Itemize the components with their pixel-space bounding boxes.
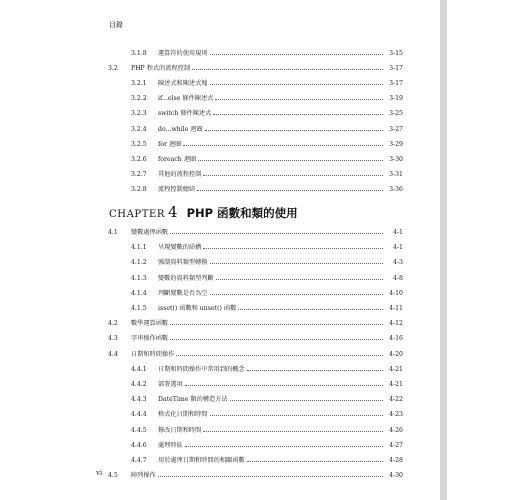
toc-entry-number: 3.2.8 bbox=[131, 185, 147, 193]
toc-entry bbox=[0, 63, 520, 74]
dot-leader bbox=[185, 385, 383, 386]
dot-leader bbox=[170, 339, 383, 340]
toc-entry bbox=[0, 184, 520, 195]
toc-entry-page: 4-27 bbox=[389, 441, 403, 449]
toc-entry-page: 4-1 bbox=[393, 229, 403, 236]
toc-entry-number: 4.4.3 bbox=[131, 396, 147, 404]
toc-entry-page: 3-29 bbox=[389, 140, 403, 148]
toc-entry bbox=[0, 288, 520, 299]
toc-entry bbox=[0, 318, 520, 329]
dot-leader bbox=[205, 130, 383, 131]
toc-entry-page: 3-15 bbox=[389, 50, 403, 57]
toc-entry bbox=[0, 273, 520, 284]
dot-leader bbox=[247, 370, 383, 371]
toc-entry bbox=[0, 409, 520, 420]
dot-leader bbox=[210, 263, 384, 264]
dot-leader bbox=[215, 99, 383, 100]
toc-entry-title: 陣列操作 bbox=[131, 472, 156, 480]
toc-entry-number: 4.1.3 bbox=[131, 274, 147, 282]
toc-entry bbox=[0, 78, 520, 89]
toc-entry bbox=[0, 394, 520, 405]
chapter-label: CHAPTER bbox=[109, 209, 166, 220]
toc-entry-page: 4-23 bbox=[389, 411, 403, 419]
toc-entry-number: 4.4 bbox=[108, 350, 118, 358]
toc-entry-page: 4-21 bbox=[389, 365, 403, 373]
toc-entry-number: 4.3 bbox=[108, 335, 118, 343]
toc-entry-title: 字串操作函數 bbox=[131, 335, 169, 343]
toc-entry bbox=[0, 425, 520, 436]
toc-entry-page: 3-25 bbox=[389, 110, 403, 118]
page-number: vi bbox=[96, 469, 103, 477]
dot-leader bbox=[203, 248, 383, 249]
toc-entry-title: DateTime 類的構造方法 bbox=[158, 396, 228, 404]
dot-leader bbox=[170, 324, 383, 325]
toc-entry bbox=[0, 349, 520, 360]
dot-leader bbox=[247, 461, 383, 462]
toc-entry-title: for 迴圈 bbox=[158, 140, 182, 148]
toc-entry-title: 流程控制總結 bbox=[158, 185, 196, 193]
toc-entry bbox=[0, 108, 520, 119]
toc-entry-number: 3.2.1 bbox=[131, 80, 147, 88]
toc-entry-title: isset() 函數和 unset() 函數 bbox=[158, 305, 237, 312]
dot-leader bbox=[170, 233, 383, 234]
chapter-heading bbox=[109, 203, 298, 221]
toc-entry-number: 3.1.8 bbox=[131, 50, 147, 57]
toc-entry-page: 3-30 bbox=[389, 155, 403, 163]
toc-entry-page: 4-26 bbox=[389, 426, 403, 434]
toc-entry-number: 4.4.4 bbox=[131, 411, 147, 419]
toc-entry-number: 4.4.7 bbox=[131, 457, 147, 464]
dot-leader bbox=[238, 309, 383, 310]
toc-entry-number: 4.4.6 bbox=[131, 441, 147, 449]
toc-entry-page: 3-36 bbox=[389, 185, 403, 193]
toc-entry-number: 3.2 bbox=[108, 65, 118, 73]
toc-entry-page: 4-30 bbox=[389, 472, 403, 480]
toc-entry-title: PHP 程式的流程控制 bbox=[131, 65, 191, 73]
dot-leader bbox=[192, 69, 383, 70]
toc-entry-title: 變數的資料類型判斷 bbox=[158, 274, 214, 282]
toc-entry-page: 4-8 bbox=[393, 274, 403, 282]
toc-entry-title: 修改日期和時間 bbox=[158, 426, 202, 434]
toc-entry-page: 4-20 bbox=[389, 350, 403, 358]
toc-entry-number: 4.1.5 bbox=[131, 305, 147, 312]
toc-entry bbox=[0, 139, 520, 150]
toc-entry-title: 格式化日期和時間 bbox=[158, 411, 208, 419]
toc-entry-title: if...else 條件陳述式 bbox=[158, 95, 214, 103]
toc-entry bbox=[0, 242, 520, 253]
toc-entry-title: switch 條件陳述式 bbox=[158, 110, 212, 118]
toc-entry-title: 處理時區 bbox=[158, 441, 183, 449]
toc-entry bbox=[0, 93, 520, 104]
toc-entry-number: 3.2.5 bbox=[131, 140, 147, 148]
toc-entry-number: 3.2.7 bbox=[131, 170, 147, 178]
dot-leader bbox=[158, 476, 383, 477]
toc-entry bbox=[0, 440, 520, 451]
toc-entry-number: 4.1.2 bbox=[131, 259, 147, 267]
toc-entry-page: 4-11 bbox=[389, 305, 403, 312]
toc-entry-title: 日期和時間操作中常用到的概念 bbox=[158, 365, 245, 373]
toc-entry bbox=[0, 364, 520, 375]
toc-entry-title: do...while 迴圈 bbox=[158, 125, 203, 133]
toc-entry-number: 3.2.4 bbox=[131, 125, 147, 133]
toc-entry-page: 4-12 bbox=[389, 320, 403, 328]
toc-entry-number: 4.2 bbox=[108, 320, 118, 328]
toc-entry-number: 4.1.4 bbox=[131, 289, 147, 297]
toc-entry-title: 運算符的使用規則 bbox=[158, 50, 208, 57]
toc-entry-page: 3-17 bbox=[389, 80, 403, 88]
toc-entry-number: 3.2.3 bbox=[131, 110, 147, 118]
toc-entry bbox=[0, 124, 520, 135]
toc-entry-number: 3.2.2 bbox=[131, 95, 147, 103]
toc-entry-page: 4-16 bbox=[389, 335, 403, 343]
dot-leader bbox=[183, 145, 383, 146]
toc-entry bbox=[0, 48, 520, 59]
dot-leader bbox=[203, 175, 383, 176]
toc-entry-title: 強制資料類型轉換 bbox=[158, 259, 208, 267]
toc-entry-title: 判斷變數是否為空 bbox=[158, 289, 208, 297]
toc-entry bbox=[0, 379, 520, 390]
toc-entry-page: 3-19 bbox=[389, 95, 403, 103]
toc-entry-title: 日期和時間操作 bbox=[131, 350, 175, 358]
dot-leader bbox=[210, 415, 384, 416]
toc-entry-number: 4.4.1 bbox=[131, 365, 147, 373]
dot-leader bbox=[213, 114, 383, 115]
toc-entry-page: 3-27 bbox=[389, 125, 403, 133]
dot-leader bbox=[210, 54, 384, 55]
toc-entry-title: 用於處理日期和時間的相關函數 bbox=[158, 457, 245, 464]
dot-leader bbox=[176, 355, 383, 356]
dot-leader bbox=[210, 84, 384, 85]
toc-entry-number: 4.1.1 bbox=[131, 244, 147, 252]
toc-entry bbox=[0, 227, 520, 238]
toc-entry-title: 部署選項 bbox=[158, 381, 183, 388]
dot-leader bbox=[198, 160, 383, 161]
toc-entry-page: 4-10 bbox=[389, 289, 403, 297]
running-header: 目錄 bbox=[109, 21, 123, 29]
toc-entry bbox=[0, 257, 520, 268]
dot-leader bbox=[210, 294, 384, 295]
toc-entry-number: 4.4.5 bbox=[131, 426, 147, 434]
toc-entry-title: 數學運算函數 bbox=[131, 320, 169, 328]
toc-entry bbox=[0, 154, 520, 165]
toc-entry-page: 4-22 bbox=[389, 396, 403, 404]
toc-entry-page: 4-3 bbox=[393, 259, 403, 267]
chapter-number: 4 bbox=[168, 203, 178, 221]
toc-entry-number: 3.2.6 bbox=[131, 155, 147, 163]
toc-entry-title: 陳述式和陳述式塊 bbox=[158, 80, 208, 88]
toc-entry-page: 3-17 bbox=[389, 65, 403, 73]
toc-entry-page: 3-31 bbox=[389, 170, 403, 178]
toc-entry-title: foreach 迴圈 bbox=[158, 155, 197, 163]
toc-entry-title: 其他的流程控制 bbox=[158, 170, 202, 178]
toc-entry-page: 4-28 bbox=[389, 457, 403, 464]
toc-entry bbox=[0, 455, 520, 466]
toc-entry bbox=[0, 169, 520, 180]
dot-leader bbox=[185, 446, 383, 447]
toc-entry-number: 4.4.2 bbox=[131, 381, 147, 388]
toc-entry bbox=[0, 333, 520, 344]
dot-leader bbox=[197, 190, 383, 191]
dot-leader bbox=[230, 400, 383, 401]
toc-entry-page: 4-21 bbox=[389, 381, 403, 388]
dot-leader bbox=[203, 431, 383, 432]
toc-entry-title: 變數處理函數 bbox=[131, 229, 169, 236]
chapter-title: PHP 函數和類的使用 bbox=[186, 206, 298, 220]
toc-entry-page: 4-1 bbox=[393, 244, 403, 252]
toc-entry bbox=[0, 303, 520, 314]
toc-entry-title: 呈現變數的結構 bbox=[158, 244, 202, 252]
dot-leader bbox=[216, 279, 383, 280]
toc-entry bbox=[0, 470, 520, 481]
toc-entry-number: 4.1 bbox=[108, 229, 118, 236]
toc-entry-number: 4.5 bbox=[108, 472, 118, 480]
